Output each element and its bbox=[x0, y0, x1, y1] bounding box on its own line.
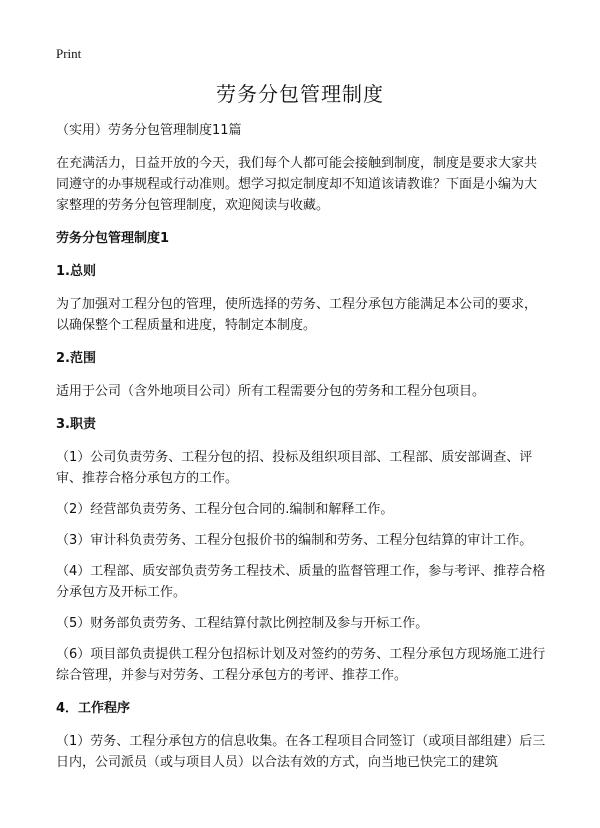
procedure-paragraph: （1）劳务、工程分承包方的信息收集。在各工程项目合同签订（或项目部组建）后三日内，公司派员（或与项目人员）以合法有效的方式，向当地已快完工的建筑 bbox=[56, 734, 546, 770]
duty-item: （5）财务部负责劳务、工程结算付款比例控制及参与开标工作。 bbox=[56, 616, 429, 631]
duty-item: （2）经营部负责劳务、工程分包合同的.编制和解释工作。 bbox=[56, 502, 394, 517]
print-link[interactable]: Print bbox=[56, 46, 82, 61]
page-title: 劳务分包管理制度 bbox=[216, 82, 384, 106]
duty-item: （1）公司负责劳务、工程分包的招、投标及组织项目部、工程部、质安部调查、评审、推荐合格分承包方的工作。 bbox=[56, 450, 533, 486]
document-subtitle: （实用）劳务分包管理制度11篇 bbox=[56, 123, 242, 138]
general-paragraph: 为了加强对工程分包的管理，使所选择的劳务、工程分承包方能满足本公司的要求，以确保整个工程质量和进度，特制定本制度。 bbox=[56, 297, 538, 333]
section-heading-duties: 3.职责 bbox=[56, 417, 96, 432]
duty-item: （3）审计科负责劳务、工程分包报价书的编制和劳务、工程分包结算的审计工作。 bbox=[56, 533, 533, 548]
scope-paragraph: 适用于公司（含外地项目公司）所有工程需要分包的劳务和工程分包项目。 bbox=[56, 384, 486, 399]
duty-item: （6）项目部负责提供工程分包招标计划及对签约的劳务、工程分承包方现场施工进行综合管理，并参与对劳务、工程分承包方的考评、推荐工作。 bbox=[56, 647, 546, 683]
document-body bbox=[56, 120, 548, 773]
intro-paragraph: 在充满活力，日益开放的今天，我们每个人都可能会接触到制度，制度是要求大家共同遵守的办事规程或行动准则。想学习拟定制度却不知道该请教谁？下面是小编为大家整理的劳务分包管理制度，欢迎阅读与收藏。 bbox=[56, 156, 538, 213]
section-heading-procedure: 4．工作程序 bbox=[56, 701, 131, 716]
section-heading-general: 1.总则 bbox=[56, 264, 96, 279]
duty-item: （4）工程部、质安部负责劳务工程技术、质量的监督管理工作，参与考评、推荐合格分承包方及开标工作。 bbox=[56, 564, 546, 600]
section-heading-scope: 2.范围 bbox=[56, 351, 96, 366]
section-title: 劳务分包管理制度1 bbox=[56, 231, 170, 246]
